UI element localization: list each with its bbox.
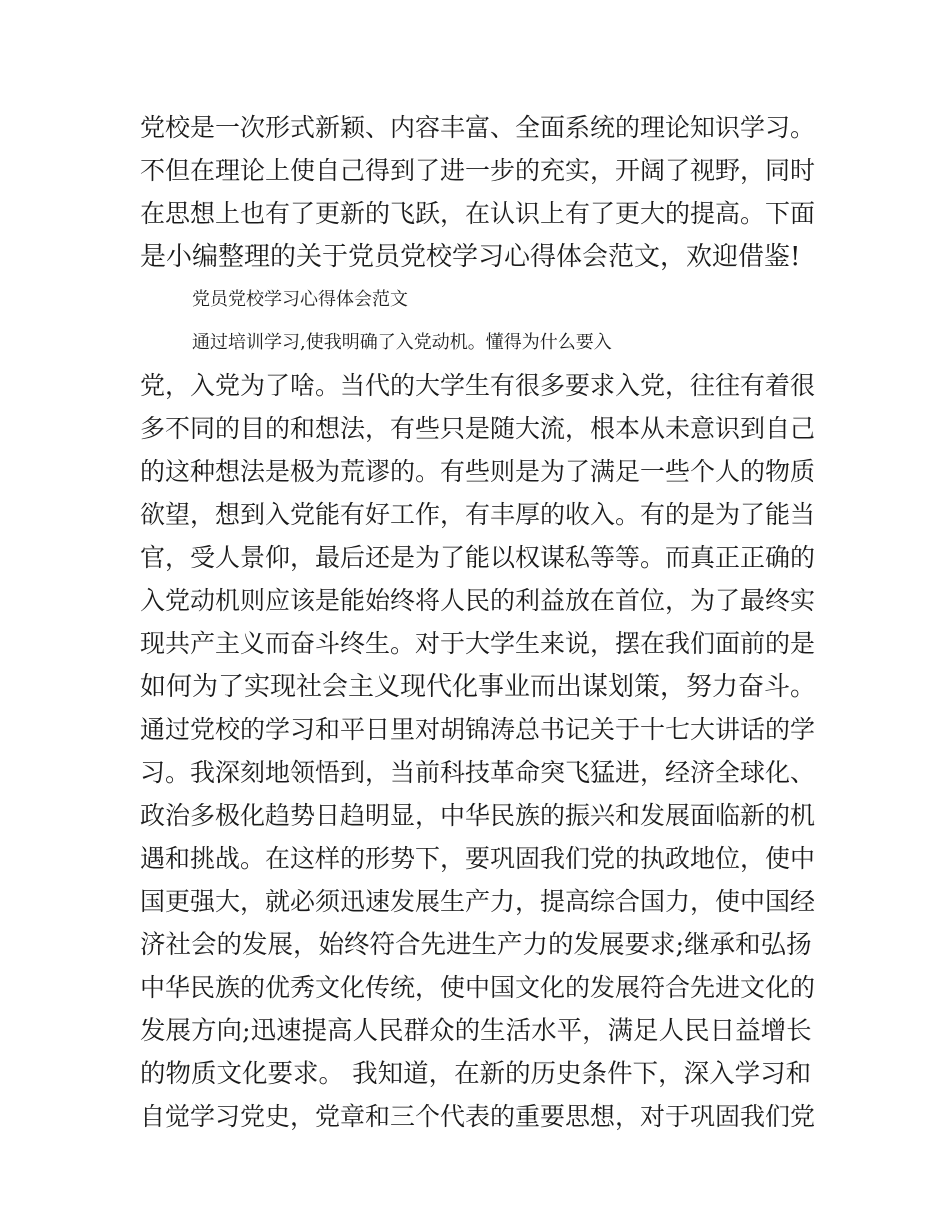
- text-line: 在思想上也有了更新的飞跃，在认识上有了更大的提高。下面: [140, 199, 816, 228]
- text-line: 不但在理论上使自己得到了进一步的充实，开阔了视野，同时: [140, 156, 816, 185]
- text-line: 现共产主义而奋斗终生。对于大学生来说，摆在我们面前的是: [140, 629, 816, 658]
- text-line: 的这种想法是极为荒谬的。有些则是为了满足一些个人的物质: [140, 457, 816, 486]
- text-line: 欲望，想到入党能有好工作，有丰厚的收入。有的是为了能当: [140, 500, 816, 529]
- text-line: 入党动机则应该是能始终将人民的利益放在首位，为了最终实: [140, 586, 816, 615]
- text-line: 国更强大，就必须迅速发展生产力，提高综合国力，使中国经: [140, 887, 816, 916]
- text-line: 中华民族的优秀文化传统，使中国文化的发展符合先进文化的: [140, 973, 816, 1002]
- text-line: 党，入党为了啥。当代的大学生有很多要求入党，往往有着很: [140, 371, 816, 400]
- text-line: 通过培训学习,使我明确了入党动机。懂得为什么要入: [192, 332, 612, 353]
- text-line: 党校是一次形式新颖、内容丰富、全面系统的理论知识学习。: [140, 113, 816, 142]
- text-line: 习。我深刻地领悟到，当前科技革命突飞猛进，经济全球化、: [140, 758, 816, 787]
- text-line: 遇和挑战。在这样的形势下，要巩固我们党的执政地位，使中: [140, 844, 816, 873]
- text-line: 自觉学习党史，党章和三个代表的重要思想，对于巩固我们党: [140, 1102, 816, 1131]
- text-line: 的物质文化要求。 我知道，在新的历史条件下，深入学习和: [140, 1059, 812, 1089]
- text-line: 如何为了实现社会主义现代化事业而出谋划策，努力奋斗。: [140, 672, 817, 702]
- text-line: 多不同的目的和想法，有些只是随大流，根本从未意识到自己: [140, 414, 816, 443]
- text-line: 是小编整理的关于党员党校学习心得体会范文，欢迎借鉴!: [140, 242, 801, 272]
- text-line: 济社会的发展，始终符合先进生产力的发展要求;继承和弘扬: [140, 930, 812, 960]
- text-line: 政治多极化趋势日趋明显，中华民族的振兴和发展面临新的机: [140, 801, 816, 830]
- text-line: 发展方向;迅速提高人民群众的生活水平，满足人民日益增长: [140, 1016, 812, 1046]
- text-line: 官，受人景仰，最后还是为了能以权谋私等等。而真正正确的: [140, 543, 816, 572]
- section-title: 党员党校学习心得体会范文: [192, 289, 408, 310]
- text-line: 通过党校的学习和平日里对胡锦涛总书记关于十七大讲话的学: [140, 715, 816, 744]
